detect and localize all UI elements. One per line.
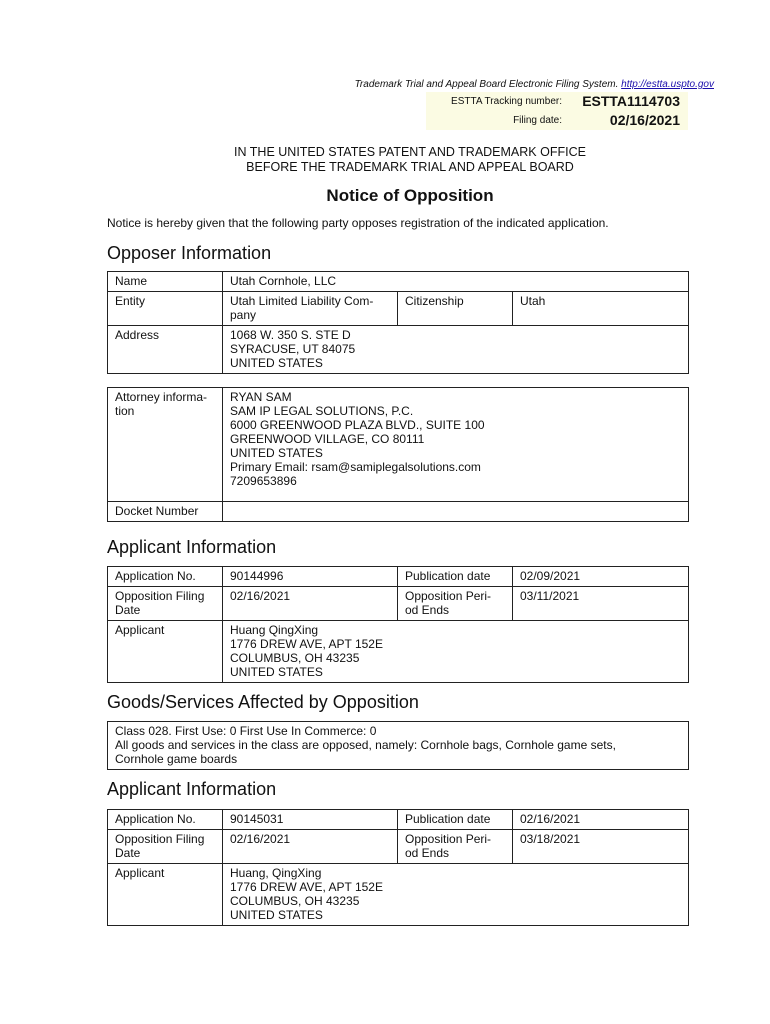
pub-date: 02/09/2021 [513, 567, 689, 587]
opp-filing-label: Opposition Filing Date [108, 587, 223, 621]
applicant-label: Applicant [108, 621, 223, 683]
filing-system-line [300, 79, 714, 90]
applicant-info: Huang QingXing 1776 DREW AVE, APT 152E COLUMBUS, OH 43235 UNITED STATES [223, 621, 689, 683]
applicant-table-1 [107, 566, 689, 683]
pub-date-label: Publication date [398, 567, 513, 587]
tracking-box [426, 92, 688, 130]
opp-ends-label: Opposition Peri- od Ends [398, 830, 513, 864]
entity-label: Entity [108, 292, 223, 326]
tracking-label: ESTTA Tracking number: [451, 96, 562, 107]
app-no-label: Application No. [108, 567, 223, 587]
opposer-entity: Utah Limited Liability Com- pany [223, 292, 398, 326]
applicant-label: Applicant [108, 864, 223, 926]
pub-date-label: Publication date [398, 810, 513, 830]
opp-filing-date: 02/16/2021 [223, 830, 398, 864]
opp-filing-date: 02/16/2021 [223, 587, 398, 621]
notice-text: Notice is hereby given that the following party opposes registration of the indicated application. [107, 216, 609, 230]
attorney-info: RYAN SAM SAM IP LEGAL SOLUTIONS, P.C. 6000 GREENWOOD PLAZA BLVD., SUITE 100 GREENWOOD VILLAGE, CO 80111 UNITED STATES Primary Email: rsam@samiplegalsolutions.com 7209653896 [223, 388, 689, 502]
docket-number [223, 502, 689, 522]
opposer-address: 1068 W. 350 S. STE D SYRACUSE, UT 84075 UNITED STATES [223, 326, 689, 374]
opposer-citizenship: Utah [513, 292, 689, 326]
filing-date-label: Filing date: [513, 115, 562, 126]
applicant-heading-2: Applicant Information [107, 779, 277, 799]
docket-label: Docket Number [108, 502, 223, 522]
opp-ends-date: 03/18/2021 [513, 830, 689, 864]
applicant-info: Huang, QingXing 1776 DREW AVE, APT 152E COLUMBUS, OH 43235 UNITED STATES [223, 864, 689, 926]
applicant-heading-1: Applicant Information [107, 537, 277, 557]
estta-link[interactable]: http://estta.uspto.gov [621, 79, 714, 90]
applicant-table-2 [107, 809, 689, 926]
attorney-table [107, 387, 689, 522]
opposer-table [107, 271, 689, 374]
office-line-2: BEFORE THE TRADEMARK TRIAL AND APPEAL BOARD [246, 160, 574, 174]
tracking-number: ESTTA1114703 [582, 93, 680, 109]
goods-table [107, 721, 689, 770]
opposer-name: Utah Cornhole, LLC [223, 272, 689, 292]
opp-filing-label: Opposition Filing Date [108, 830, 223, 864]
opp-ends-date: 03/11/2021 [513, 587, 689, 621]
page-title: Notice of Opposition [326, 186, 494, 205]
opposer-heading: Opposer Information [107, 243, 272, 263]
filing-date: 02/16/2021 [609, 112, 680, 128]
filing-system-text: Trademark Trial and Appeal Board Electronic Filing System. [354, 79, 619, 90]
pub-date: 02/16/2021 [513, 810, 689, 830]
goods-heading: Goods/Services Affected by Opposition [107, 692, 419, 712]
opp-ends-label: Opposition Peri- od Ends [398, 587, 513, 621]
goods-text: Class 028. First Use: 0 First Use In Commerce: 0 All goods and services in the class are opposed, namely: Cornhole bags, Cornhole game sets, Cornhole game boards [108, 722, 689, 770]
attorney-label: Attorney informa- tion [108, 388, 223, 502]
citizenship-label: Citizenship [398, 292, 513, 326]
name-label: Name [108, 272, 223, 292]
app-no-label: Application No. [108, 810, 223, 830]
app-no: 90145031 [223, 810, 398, 830]
address-label: Address [108, 326, 223, 374]
office-line-1: IN THE UNITED STATES PATENT AND TRADEMARK OFFICE [234, 145, 586, 159]
app-no: 90144996 [223, 567, 398, 587]
